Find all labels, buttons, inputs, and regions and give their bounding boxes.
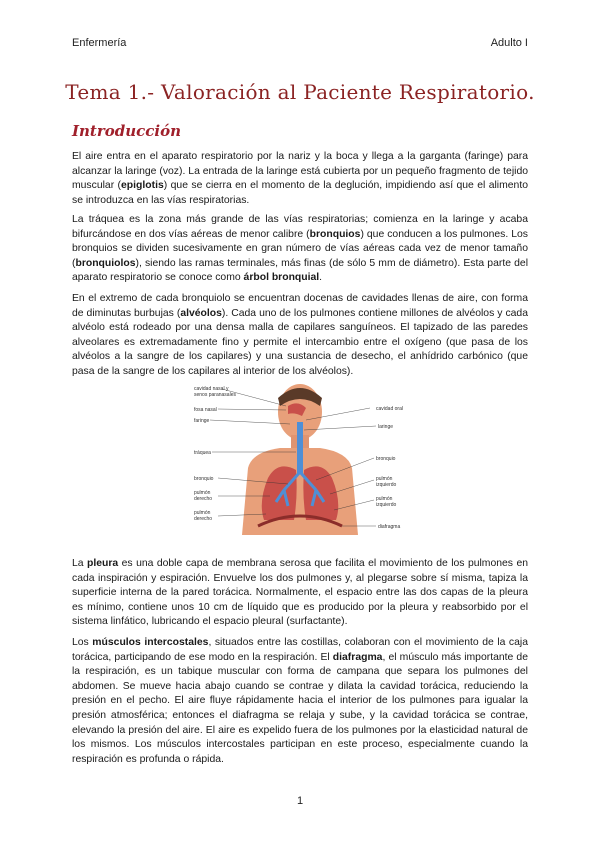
trachea-shape — [297, 422, 303, 474]
term-bronquios: bronquios — [309, 228, 361, 240]
label-bronquio-right: bronquio — [376, 456, 396, 462]
section-heading: Introducción — [72, 122, 182, 140]
text: ), siendo las ramas terminales, más finas (de sólo 5 mm de diámetro). Esta parte del aparato respiratorio se conoce como — [72, 257, 528, 284]
term-epiglotis: epiglotis — [121, 180, 164, 192]
text: En el extremo de cada bronquiolo se encuentran docenas de cavidades llenas de aire, con forma de diminutas burbujas ( — [72, 293, 528, 319]
label-laringe: laringe — [378, 424, 394, 430]
term-bronquiolos: bronquiolos — [75, 257, 136, 269]
anatomy-illustration — [170, 380, 430, 535]
term-alveolos: alvéolos — [180, 307, 222, 319]
term-diafragma: diafragma — [332, 651, 383, 663]
header-level: Adulto I — [490, 37, 528, 49]
label-bronquio-left: bronquio — [194, 476, 214, 482]
label-fosa-nasal: fosa nasal — [194, 407, 217, 413]
label-cavidad-oral: cavidad oral — [376, 406, 403, 412]
text: , el músculo más importante de la respiración, es un tabique muscular con forma de campana que separa los pulmones del abdomen. Se mueve hacia abajo cuando se contrae y dilata la cavidad torácica, reduciendo la presión en el pecho. El aire fluye rápidamente hacia el interior de los pulmones para igualar la presión atmosférica; entonces el diafragma se relaja y sube, y la cavidad torácica se contrae, elevando la presión del aire. El aire es expelido fuera de los pulmones por la elasticidad natural de los mismos. Los músculos intercostales participan en este proceso, especialmente cuando la respiración es profunda o rápida. — [72, 651, 528, 765]
label-pulmon-izq-1: pulmón — [376, 476, 393, 482]
text: La — [72, 558, 88, 569]
text: Los — [72, 637, 93, 648]
label-derecho-2: derecho — [194, 516, 213, 522]
paragraph-pleura — [72, 557, 528, 630]
text: , situados entre las costillas, colaboran con el movimiento de la caja torácica, participando de ese modo en la respiración. El — [72, 637, 528, 663]
label-derecho-1: derecho — [194, 496, 213, 502]
label-faringe: faringe — [194, 418, 210, 424]
label-nasal-2: senos paranasales — [194, 392, 236, 398]
term-pleura: pleura — [87, 558, 119, 569]
term-arbol-bronquial: árbol bronquial — [243, 272, 320, 284]
term-musculos-intercostales: músculos intercostales — [92, 637, 209, 648]
paragraph-alveoli — [72, 292, 528, 380]
label-nasal-1: cavidad nasal y — [194, 386, 229, 392]
text: . — [319, 272, 323, 284]
page-title: Tema 1.- Valoración al Paciente Respiratorio. — [65, 80, 535, 104]
label-pulmon-2: pulmón — [194, 510, 211, 516]
label-diafragma: diafragma — [378, 524, 401, 530]
label-izquierdo-2: izquierdo — [376, 502, 397, 508]
respiratory-system-figure — [170, 380, 430, 535]
page-number: 1 — [296, 795, 304, 807]
text: ) que se cierra en el momento de la deglución, impidiendo así que el alimento se introduzca en las vías respiratorias. — [72, 180, 528, 206]
label-pulmon-izq-2: pulmón — [376, 496, 393, 502]
label-traquea: tráquea — [194, 450, 211, 456]
paragraph-trachea — [72, 213, 528, 286]
header-course: Enfermería — [72, 37, 127, 49]
label-pulmon-1: pulmón — [194, 490, 211, 496]
paragraph-airway — [72, 150, 528, 208]
text: ). Cada uno de los pulmones contiene millones de alvéolos y cada alvéolo está rodeado por una densa malla de capilares sanguíneos. El tapizado de las paredes alveolares es extremadamente fino y permite el intercambio entre el oxígeno (que pasa de los alvéolos a la sangre de los capilares) y una sustancia de desecho, el anhídrido carbónico (que pasa de la sangre de los capilares al interior de los alvéolos). — [72, 307, 528, 377]
text: es una doble capa de membrana serosa que facilita el movimiento de los pulmones en cada inspiración y espiración. Envuelve los dos pulmones y, al plegarse sobre sí misma, tapiza la superficie interna de la pared torácica. Normalmente, el espacio entre las dos capas de la pleura es mínimo, contiene unos 10 cm de líquido que es producido por la pleura y reabsorbido por el sistema linfático, lubricando el espacio pleural (surfactante). — [72, 558, 528, 628]
text: El aire entra en el aparato respiratorio por la nariz y la boca y llega a la garganta (faringe) para alcanzar la laringe (voz). La entrada de la laringe está cubierta por un pequeño fragmento de tejido muscular ( — [72, 151, 528, 192]
text: La tráquea es la zona más grande de las vías respiratorias; comienza en la laringe y acaba bifurcándose en dos vías aéreas de menor calibre ( — [72, 214, 528, 240]
label-izquierdo-1: izquierdo — [376, 482, 397, 488]
paragraph-muscles — [72, 636, 528, 767]
text: ) que conducen a los pulmones. Los bronquios se dividen sucesivamente en gran número de vías aéreas cada vez de menor tamaño ( — [72, 228, 528, 269]
